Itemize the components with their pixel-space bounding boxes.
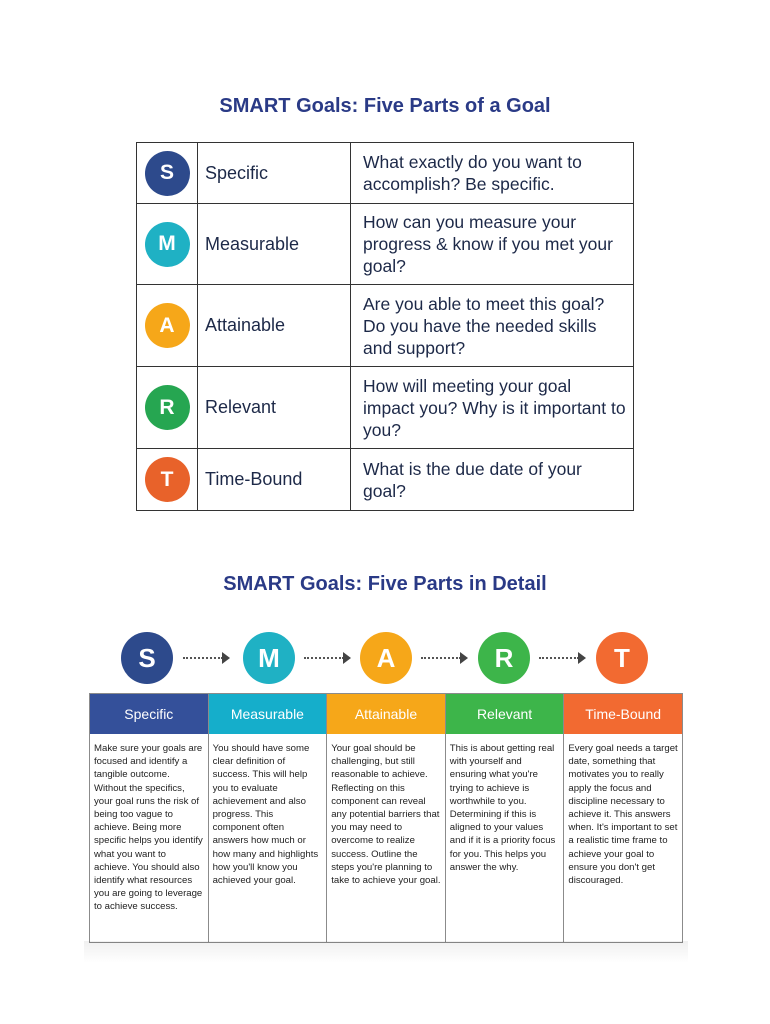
column-text: Make sure your goals are focused and identify a tangible outcome. Without the specifics, your goal runs the risk of being too vague to achieve. Being more specific helps you identify what you want to achieve. You should also identify what resources you are going to leverage to achieve success. — [94, 743, 203, 913]
column-text: You should have some clear definition of success. This will help you to evaluate achievement and also progress. This component often answers how much or how many and highlights how you'll know you achieved your goal. — [212, 743, 319, 887]
part-question: What exactly do you want to accomplish? Be specific. — [351, 143, 634, 204]
flow-circle: R — [478, 632, 530, 684]
dotted-arrow — [421, 657, 461, 659]
part-question: How can you measure your progress & know if you met your goal? — [351, 204, 634, 285]
column-text: Every goal needs a target date, something that motivates you to really apply the focus and discipline necessary to achieve it. This answers when. It's important to set a realistic time frame to achieve your goal to ensure you don't get discouraged. — [568, 743, 678, 887]
part-name: Measurable — [198, 204, 351, 285]
page-title: SMART Goals: Five Parts of a Goal — [219, 95, 551, 117]
column-heading: Measurable — [209, 694, 327, 734]
dotted-arrow — [539, 657, 579, 659]
column-heading: Time-Bound — [564, 694, 682, 734]
flow-circle: A — [360, 632, 412, 684]
dotted-arrow — [183, 657, 223, 659]
letter-badge: M — [145, 222, 190, 267]
part-name: Attainable — [198, 285, 351, 367]
letter-badge: R — [145, 385, 190, 430]
detail-column — [564, 694, 682, 942]
letter-badge: T — [145, 457, 190, 502]
arrowhead-icon — [460, 652, 468, 664]
flow-circle: T — [596, 632, 648, 684]
detail-column — [327, 694, 446, 942]
detail-column — [90, 694, 209, 942]
page-shadow — [84, 941, 688, 963]
arrowhead-icon — [222, 652, 230, 664]
dotted-arrow — [304, 657, 344, 659]
part-question: Are you able to meet this goal? Do you have the needed skills and support? — [351, 285, 634, 367]
table-row — [137, 367, 634, 449]
letter-badge: S — [145, 151, 190, 196]
flow-circle: M — [243, 632, 295, 684]
table-row — [137, 285, 634, 367]
table-row — [137, 143, 634, 204]
part-name: Time-Bound — [198, 449, 351, 511]
column-heading: Relevant — [446, 694, 564, 734]
table-row — [137, 204, 634, 285]
detail-grid — [89, 693, 683, 943]
column-text: This is about getting real with yourself and ensuring what you're trying to achieve is worthwhile to you. Determining if this is aligned to your values and if it is a priority focus for you. This helps you answer the why. — [449, 743, 556, 873]
column-heading: Specific — [90, 694, 208, 734]
part-question: How will meeting your goal impact you? Why is it important to you? — [351, 367, 634, 449]
detail-column — [209, 694, 328, 942]
part-question: What is the due date of your goal? — [351, 449, 634, 511]
section-title: SMART Goals: Five Parts in Detail — [223, 573, 547, 595]
part-name: Specific — [198, 143, 351, 204]
letter-badge: A — [145, 303, 190, 348]
column-heading: Attainable — [327, 694, 445, 734]
smart-flow — [0, 632, 770, 688]
table-row — [137, 449, 634, 511]
smart-table — [136, 142, 634, 511]
arrowhead-icon — [343, 652, 351, 664]
arrowhead-icon — [578, 652, 586, 664]
flow-circle: S — [121, 632, 173, 684]
column-text: Your goal should be challenging, but still reasonable to achieve. Reflecting on this component can reveal any potential barriers that you may need to overcome to realize success. Outline the steps you're planning to take to achieve your goal. — [331, 743, 441, 887]
part-name: Relevant — [198, 367, 351, 449]
detail-column — [446, 694, 565, 942]
